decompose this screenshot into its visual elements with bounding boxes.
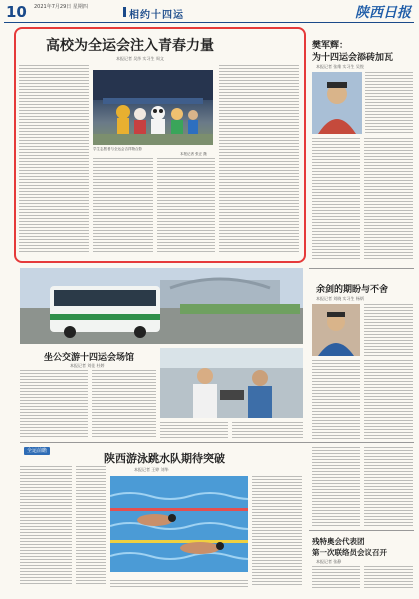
bus-article-column-3 xyxy=(160,422,228,438)
highlight-box xyxy=(14,27,306,263)
main-article-byline: 本报记者 吴莎 实习生 周文 xyxy=(116,56,164,61)
side-mid-byline: 本报记者 刘晓 实习生 杨炳 xyxy=(316,296,364,301)
swim-article-title: 陕西游泳跳水队期待突破 xyxy=(104,452,225,465)
side-top-title-line1: 樊军辉： xyxy=(312,41,349,51)
side-bottom-title-line2: 第一次联络员会议召开 xyxy=(312,548,387,557)
side-bottom-column-b xyxy=(364,566,413,590)
side-top-column-a xyxy=(365,72,413,134)
swim-article-column-2 xyxy=(76,466,106,586)
swim-article-column-4 xyxy=(110,580,248,588)
swim-article-column-1 xyxy=(20,466,72,586)
side-mid-column-c xyxy=(364,360,413,440)
main-article-title: 高校为全运会注入青春力量 xyxy=(46,38,214,54)
main-photo-caption: 学生志愿者与全运会吉祥物合影 xyxy=(93,147,142,151)
bus-photo xyxy=(20,268,303,344)
newspaper-logo: 陕西日报 xyxy=(355,5,411,21)
side-mid-portrait xyxy=(312,304,360,356)
divider xyxy=(309,268,414,269)
swim-article-byline: 本报记者 王婷 刘华 xyxy=(134,467,169,472)
bus-article-byline: 本报记者 刘佳 杜婷 xyxy=(70,363,105,368)
side-mid-column-d xyxy=(312,447,360,527)
header-divider xyxy=(4,22,414,23)
side-mid-column-b xyxy=(312,360,360,440)
bus-article-column-2 xyxy=(92,370,156,438)
swim-article-tag: 全运前瞻 xyxy=(24,447,50,455)
side-mid-column-e xyxy=(364,447,413,527)
swim-photo xyxy=(110,476,248,572)
side-mid-title: 余剑的期盼与不舍 xyxy=(316,285,389,295)
bus-article-title: 坐公交游十四运会场馆 xyxy=(44,353,135,363)
side-top-column-b xyxy=(312,138,360,260)
side-top-byline: 本报记者 张维 实习生 吴悦 xyxy=(316,64,364,69)
side-top-title-line2: 为十四运会添砖加瓦 xyxy=(312,53,394,63)
bus-article-column-1 xyxy=(20,370,88,438)
bus-interior-photo xyxy=(160,348,303,418)
bus-article-column-4 xyxy=(232,422,303,438)
side-top-portrait xyxy=(312,72,362,134)
side-bottom-column-a xyxy=(312,566,360,590)
section-title: 相约十四运 xyxy=(129,6,184,21)
side-top-column-c xyxy=(364,138,413,260)
side-mid-column-a xyxy=(364,304,413,356)
side-bottom-byline: 本报记者 张静 xyxy=(316,559,342,564)
date-line: 2021年7月29日 星期四 xyxy=(34,4,88,10)
divider xyxy=(20,442,414,443)
divider xyxy=(309,530,414,531)
side-bottom-title-line1: 残特奥会代表团 xyxy=(312,537,365,546)
main-photo-sign: 本报记者 张正 摄 xyxy=(180,152,207,156)
swim-article-column-3 xyxy=(252,476,302,586)
page-number: 10 xyxy=(6,3,27,21)
